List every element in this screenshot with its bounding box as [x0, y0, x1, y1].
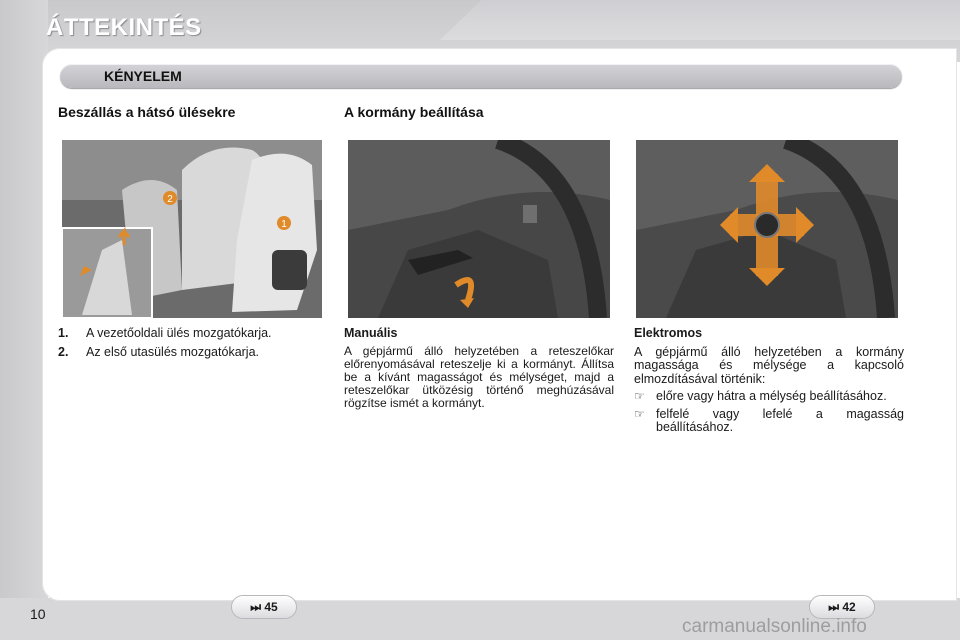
watermark: carmanualsonline.info [682, 616, 867, 637]
content-panel [42, 48, 957, 601]
section-title: KÉNYELEM [104, 68, 182, 84]
electric-text: A gépjármű álló helyzetében a kormány magassága és mélysége a kapcsoló elmozdításával történik: [634, 344, 904, 386]
photo-label-2: 2 [167, 194, 173, 205]
list-item [58, 326, 328, 341]
bullet-item [634, 390, 904, 404]
bullet-item [634, 408, 904, 435]
page-ref-42-link[interactable]: ⏭ 42 [810, 596, 874, 618]
item-text: A vezetőoldali ülés mozgatókarja. [86, 326, 272, 340]
seats-photo [62, 140, 322, 318]
manual-section [344, 327, 614, 413]
left-heading: Beszállás a hátsó ülésekre [58, 104, 236, 120]
page-ref-45-link[interactable]: ⏭ 45 [232, 596, 296, 618]
section-banner [60, 64, 902, 88]
manual-steering-photo [348, 140, 610, 318]
item-number: 1. [58, 326, 69, 340]
item-number: 2. [58, 345, 69, 359]
photo-label-1: 1 [281, 219, 287, 230]
steering-heading: A kormány beállítása [344, 104, 484, 120]
seat-lever-list [58, 326, 328, 364]
manual-text: A gépjármű álló helyzetében a reteszelőkar előrenyomásával reteszelje ki a kormányt. Állítsa be a kívánt magasságot és mélységet, majd a reteszelőkar ütközésig történő meghúzásával rögzítse ismét a kormányt. [344, 344, 614, 410]
manual-title: Manuális [344, 326, 398, 340]
bullet-text: felfelé vagy lefelé a magasság beállításához. [656, 406, 904, 434]
bullet-text: előre vagy hátra a mélység beállításához. [656, 389, 887, 403]
header-tab [440, 0, 960, 40]
electric-section [634, 327, 904, 435]
pointing-hand-icon: ☞ [634, 406, 645, 421]
item-text: Az első utasülés mozgatókarja. [86, 345, 260, 359]
electric-steering-photo [636, 140, 898, 318]
left-margin-bar [0, 0, 48, 640]
page-number: 10 [30, 606, 46, 622]
pointing-hand-icon: ☞ [634, 389, 645, 403]
page-title: ÁTTEKINTÉS [46, 14, 202, 41]
electric-title: Elektromos [634, 326, 703, 340]
list-item [58, 345, 328, 360]
